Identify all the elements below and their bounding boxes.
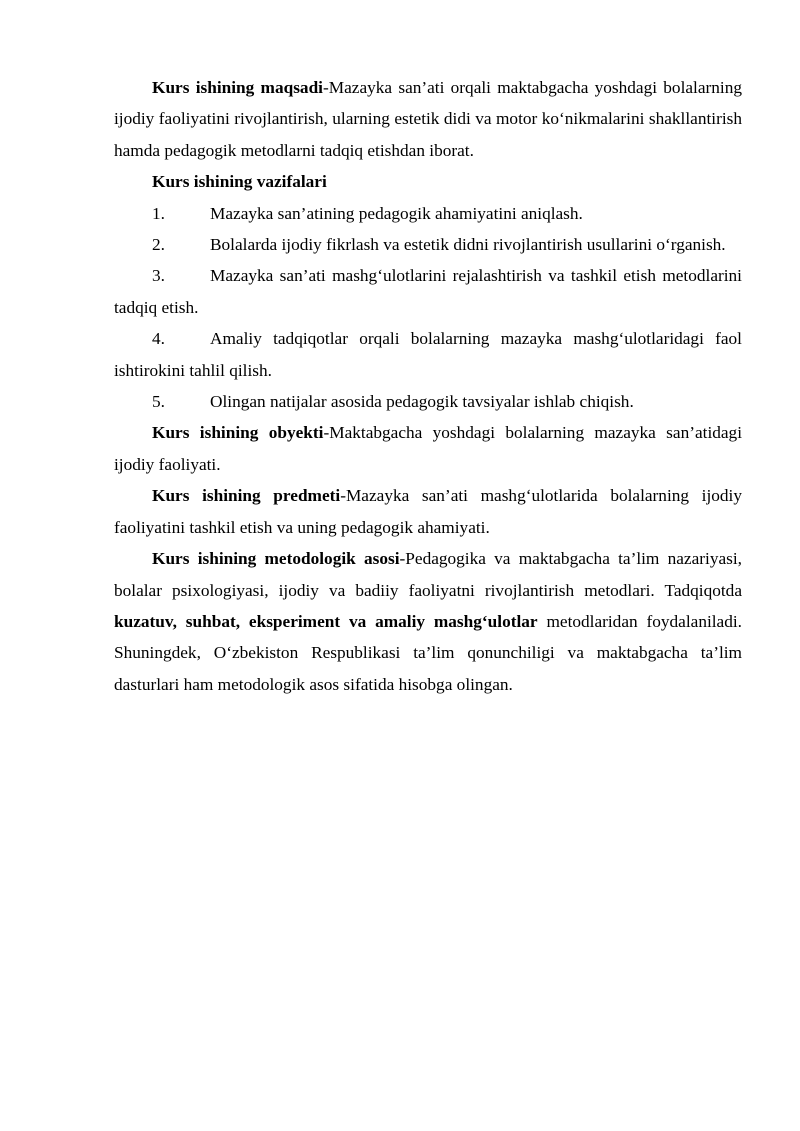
tasks-heading-paragraph (114, 166, 742, 197)
goal-paragraph (114, 72, 742, 166)
subject-label: Kurs ishining predmeti (152, 486, 341, 506)
task-number: 4. (152, 329, 165, 349)
methods-list-bold: kuzatuv, suhbat, eksperiment va amaliy mashg‘ulotlar (114, 611, 538, 631)
tasks-heading: Kurs ishining vazifalari (152, 172, 327, 192)
object-text: -Maktabgacha yoshdagi bolalarning mazayka san’atidagi ijodiy faoliyati. (114, 423, 742, 474)
task-number: 2. (152, 235, 165, 255)
task-item-4 (114, 323, 742, 386)
task-item-5 (114, 386, 742, 417)
object-label: Kurs ishining obyekti (152, 423, 324, 443)
document-page (114, 72, 742, 700)
task-item-2 (114, 229, 742, 260)
task-text: Mazayka san’atining pedagogik ahamiyatini aniqlash. (210, 203, 583, 223)
task-text: Mazayka san’ati mashg‘ulotlarini rejalashtirish va tashkil etish metodlarini tadqiq etish. (114, 266, 742, 317)
goal-text: -Mazayka san’ati orqali maktabgacha yoshdagi bolalarning ijodiy faoliyatini rivojlantirish, ularning estetik didi va motor ko‘nikmalarini shakllantirish hamda pedagogik metodlarni tadqiq etishdan iborat. (114, 78, 742, 160)
task-text: Bolalarda ijodiy fikrlash va estetik didni rivojlantirish usullarini o‘rganish. (210, 235, 726, 255)
task-number: 3. (152, 266, 165, 286)
methodology-paragraph (114, 543, 742, 700)
task-text: Amaliy tadqiqotlar orqali bolalarning mazayka mashg‘ulotlaridagi faol ishtirokini tahlil qilish. (114, 329, 742, 380)
goal-label: Kurs ishining maqsadi (152, 78, 323, 97)
task-text: Olingan natijalar asosida pedagogik tavsiyalar ishlab chiqish. (210, 392, 634, 412)
methodology-label: Kurs ishining metodologik asosi (152, 549, 400, 569)
object-paragraph (114, 417, 742, 480)
methodology-text-1: -Pedagogika va maktabgacha ta’lim nazariyasi, bolalar psixologiyasi, ijodiy va badiiy faoliyatni rivojlantirish metodlari. Tadqiqotda (114, 549, 742, 600)
task-number: 1. (152, 203, 165, 223)
methodology-text-2: metodlaridan foydalaniladi. Shuningdek, O‘zbekiston Respublikasi ta’lim qonunchiligi va maktabgacha ta’lim dasturlari ham metodologik asos sifatida hisobga olingan. (114, 611, 742, 694)
subject-text: -Mazayka san’ati mashg‘ulotlarida bolalarning ijodiy faoliyatini tashkil etish va uning pedagogik ahamiyati. (114, 486, 742, 537)
task-number: 5. (152, 392, 165, 412)
subject-paragraph (114, 480, 742, 543)
task-item-1 (114, 198, 742, 229)
task-item-3 (114, 260, 742, 323)
